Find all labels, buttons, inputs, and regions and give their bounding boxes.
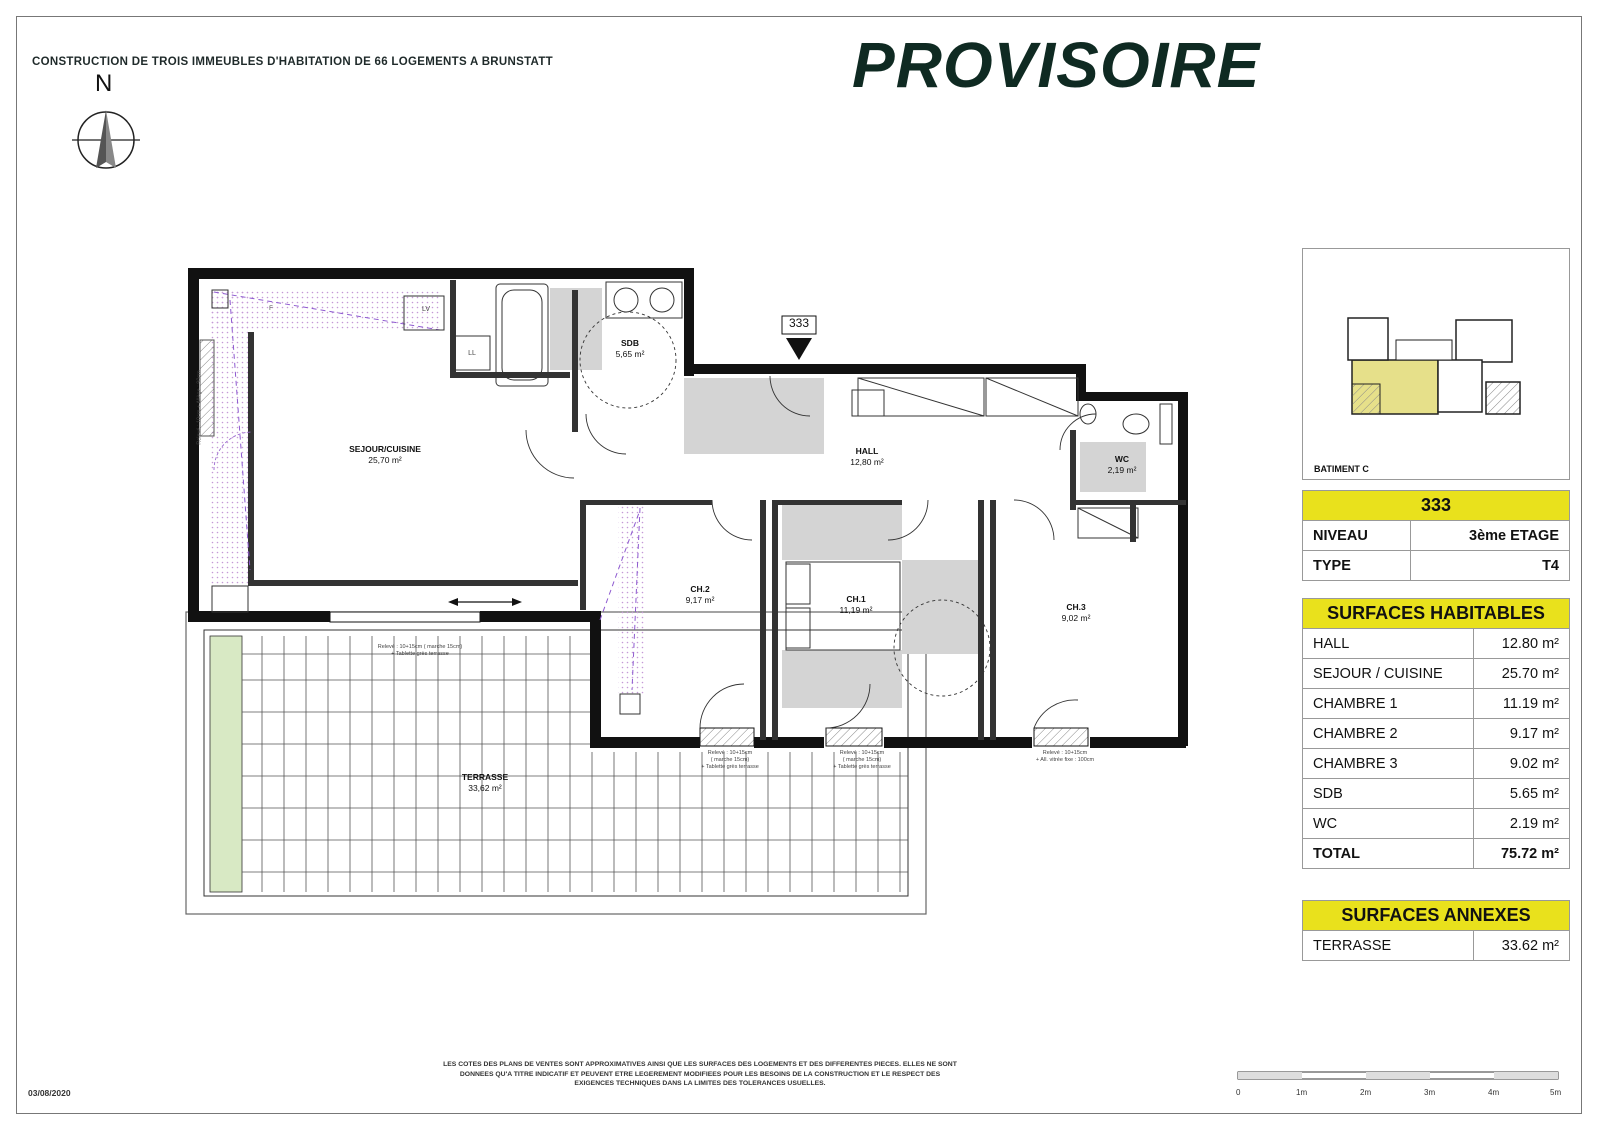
table-row — [1303, 689, 1570, 719]
room-name: CH.2 — [690, 584, 710, 594]
row-value: 12.80 m² — [1474, 629, 1570, 659]
surfaces-habitables-title: SURFACES HABITABLES — [1303, 599, 1570, 629]
table-row — [1303, 809, 1570, 839]
fixture-lv: LV — [421, 306, 431, 313]
row-label: CHAMBRE 3 — [1303, 749, 1474, 779]
type-value: T4 — [1411, 551, 1570, 581]
note-ch2: Relevé : 10+15cm ( marche 15cm) + Tablette grès terrasse — [701, 750, 759, 770]
unit-number: 333 — [1303, 491, 1570, 521]
room-name: HALL — [855, 446, 879, 456]
disclaimer — [380, 1060, 1020, 1089]
row-label: SEJOUR / CUISINE — [1303, 659, 1474, 689]
room-terrasse — [440, 772, 530, 794]
row-label: CHAMBRE 1 — [1303, 689, 1474, 719]
disclaimer-line: EXIGENCES TECHNIQUES DANS LA LIMITES DES TOLERANCES USUELLES. — [574, 1080, 826, 1087]
scale-label: 2m — [1360, 1088, 1372, 1097]
row-value: 25.70 m² — [1474, 659, 1570, 689]
scale-bar — [1238, 1072, 1558, 1079]
room-area: 2,19 m² — [1107, 465, 1137, 475]
room-name: WC — [1114, 454, 1130, 464]
surfaces-habitables-table — [1302, 598, 1570, 869]
room-sejour — [320, 444, 450, 466]
row-label: HALL — [1303, 629, 1474, 659]
note-ch3: Relevé : 10+15cm + All. vitrée fixe : 100cm — [1035, 750, 1095, 763]
fixture-f: F — [269, 306, 273, 312]
row-value: 9.17 m² — [1474, 719, 1570, 749]
room-area: 9,02 m² — [1061, 613, 1091, 623]
building-label: BATIMENT C — [1314, 464, 1369, 474]
table-row — [1303, 779, 1570, 809]
scale-label: 1m — [1296, 1088, 1308, 1097]
surfaces-annexes-table — [1302, 900, 1570, 961]
table-row — [1303, 749, 1570, 779]
room-name: SEJOUR/CUISINE — [349, 444, 421, 454]
note-ch1: Relevé : 10+15cm ( marche 15cm) + Tablette grès terrasse — [833, 750, 891, 770]
total-label: TOTAL — [1303, 839, 1474, 869]
total-value: 75.72 m² — [1474, 839, 1570, 869]
note-side: Relevé : 10cm + Allège : 90cm — [196, 370, 203, 445]
room-area: 12,80 m² — [850, 457, 884, 467]
scale-label: 4m — [1488, 1088, 1500, 1097]
row-label: SDB — [1303, 779, 1474, 809]
row-value: 33.62 m² — [1474, 931, 1570, 961]
room-area: 9,17 m² — [685, 595, 715, 605]
room-area: 11,19 m² — [839, 605, 873, 615]
unit-summary-table — [1302, 490, 1570, 581]
row-value: 5.65 m² — [1474, 779, 1570, 809]
disclaimer-line: LES COTES DES PLANS DE VENTES SONT APPROXIMATIVES AINSI QUE LES SURFACES DES LOGEMENTS ET DES DIFFERENTES PIECES. ELLES NE SONT — [443, 1061, 957, 1068]
row-label: TERRASSE — [1303, 931, 1474, 961]
table-row — [1303, 659, 1570, 689]
surfaces-annexes-title: SURFACES ANNEXES — [1303, 901, 1570, 931]
disclaimer-line: DONNEES QU'A TITRE INDICATIF ET PEUVENT ETRE LEGEREMENT MODIFIEES POUR LES BESOINS DE LA CONSTRUCTION ET LE RESPECT DES — [459, 1070, 941, 1078]
scale-label: 3m — [1424, 1088, 1436, 1097]
row-label: CHAMBRE 2 — [1303, 719, 1474, 749]
room-area: 5,65 m² — [615, 349, 645, 359]
room-hall — [832, 446, 902, 468]
unit-tag-label: 333 — [788, 316, 810, 330]
north-label: N — [95, 70, 113, 97]
room-name: TERRASSE — [461, 772, 509, 782]
total-row — [1303, 839, 1570, 869]
room-name: CH.3 — [1066, 602, 1086, 612]
room-sdb — [600, 338, 660, 360]
scale-label: 0 — [1236, 1088, 1241, 1097]
row-value: 2.19 m² — [1474, 809, 1570, 839]
type-label: TYPE — [1303, 551, 1411, 581]
niveau-value: 3ème ETAGE — [1411, 521, 1570, 551]
table-row — [1303, 931, 1570, 961]
project-title: CONSTRUCTION DE TROIS IMMEUBLES D'HABITATION DE 66 LOGEMENTS A BRUNSTATT — [32, 56, 553, 68]
provisional-stamp: PROVISOIRE — [852, 29, 1261, 101]
scale-label: 5m — [1550, 1088, 1562, 1097]
room-ch3 — [1046, 602, 1106, 624]
table-row — [1303, 629, 1570, 659]
niveau-label: NIVEAU — [1303, 521, 1411, 551]
row-value: 11.19 m² — [1474, 689, 1570, 719]
room-ch1 — [826, 594, 886, 616]
row-value: 9.02 m² — [1474, 749, 1570, 779]
room-ch2 — [670, 584, 730, 606]
compass-icon — [72, 110, 140, 168]
room-area: 25,70 m² — [368, 455, 402, 465]
room-wc — [1092, 454, 1152, 476]
fixture-ll: LL — [468, 350, 476, 357]
room-area: 33,62 m² — [468, 783, 502, 793]
row-label: WC — [1303, 809, 1474, 839]
plan-date: 03/08/2020 — [28, 1088, 71, 1098]
room-name: SDB — [621, 338, 639, 348]
key-plan-frame — [1302, 248, 1570, 480]
table-row — [1303, 719, 1570, 749]
note-sejour: Relevé : 10+15cm ( marche 15cm) + Tablette grès terrasse — [377, 644, 463, 657]
room-name: CH.1 — [846, 594, 866, 604]
